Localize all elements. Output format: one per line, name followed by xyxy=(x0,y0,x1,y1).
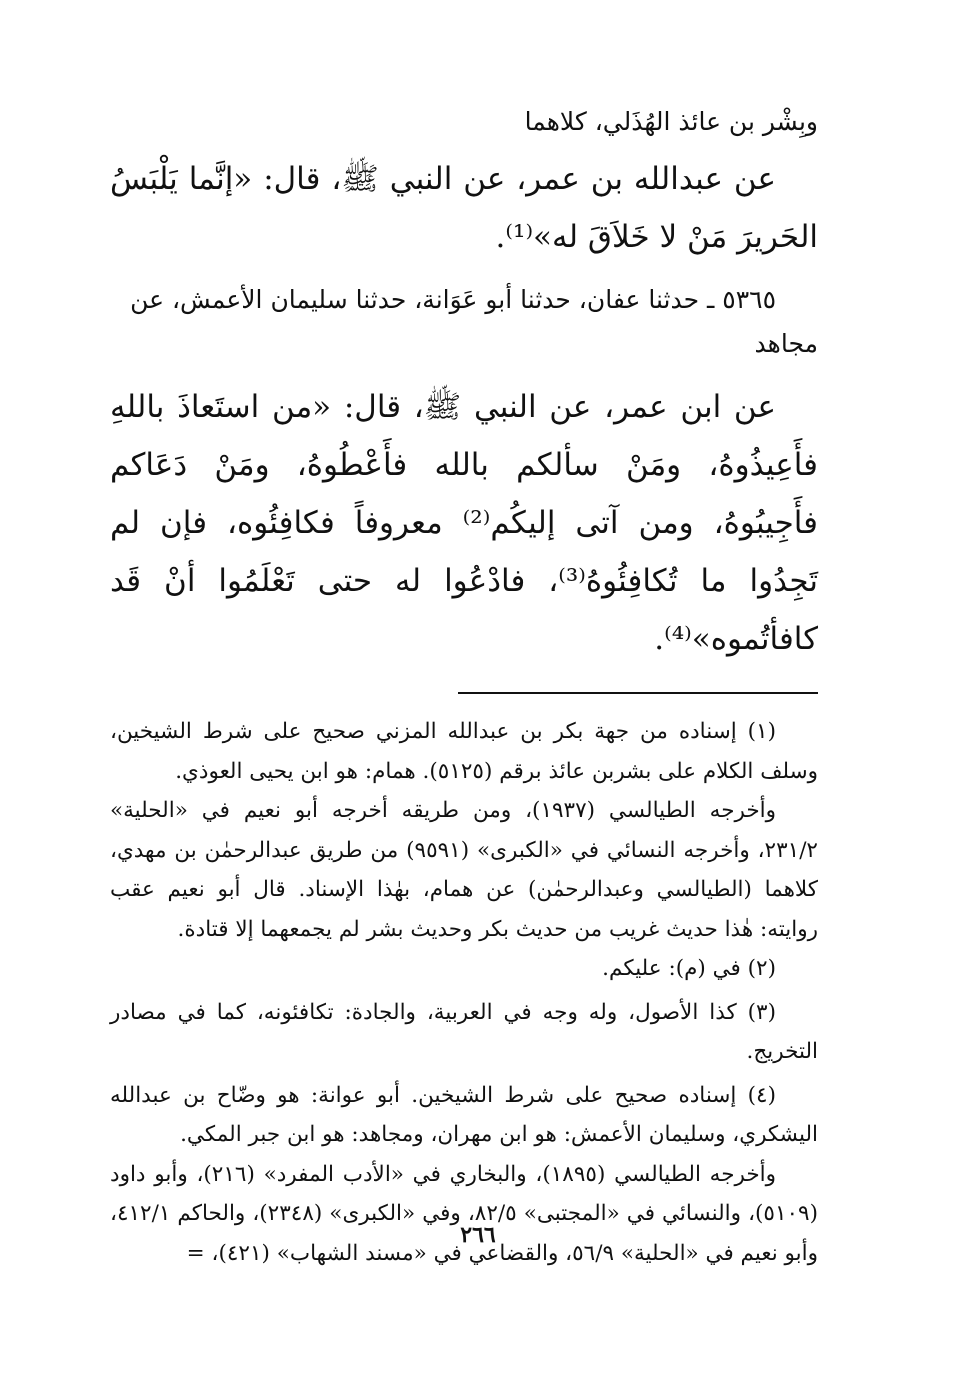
isnad-line: وبِشْر بن عائذ الهُذَلي، كلاهما xyxy=(524,107,818,136)
page-number: ٢٦٦ xyxy=(460,1222,496,1248)
hadith-text: عن عبدالله بن عمر، عن النبي ﷺ، قال: «إنَّما يَلْبَسُ الحَريرَ مَنْ لا خَلاَقَ له»⁽¹⁾. xyxy=(110,161,818,255)
hadith-isnad: ٥٣٦٥ ـ حدثنا عفان، حدثنا أبو عَوَانة، حدثنا سليمان الأعمش، عن مجاهد xyxy=(130,285,818,358)
page-content xyxy=(110,100,818,1273)
hadith-text: عن ابن عمر، عن النبي ﷺ، قال: «من استَعاذَ باللهِ فأَعِيذُوهُ، ومَنْ سألكم بالله فأَعْطُوهُ، ومَنْ دَعَاكم فأَجِيبُوهُ، ومن آتى إليكُم⁽²⁾ معروفاً فكافِئُوه، فإن لم تَجِدُوا ما تُكافِئُوهُ⁽³⁾، فادْعُوا له حتى تَعْلَمُوا أنْ قَد كافأتُموه»⁽⁴⁾. xyxy=(110,389,818,657)
footnote-3: (٣) كذا الأصول، وله وجه في العربية، والجادة: تكافئونه، كما في مصادر التخريج. xyxy=(110,999,818,1064)
footnotes xyxy=(110,712,818,1273)
footnote-4: (٤) إسناده صحيح على شرط الشيخين. أبو عوانة: هو وضّاح بن عبدالله اليشكري، وسليمان الأعمش: هو ابن مهران، ومجاهد: هو ابن جبر المكي. xyxy=(110,1082,818,1147)
footnote-2: (٢) في (م): عليكم. xyxy=(602,956,776,981)
footnote-1-continued: وأخرجه الطيالسي (١٩٣٧)، ومن طريقه أخرجه أبو نعيم في «الحلية» ٢٣١/٢، وأخرجه النسائي في «الكبرى» (٩٥٩١) من طريق عبدالرحمٰن بن مهدي، كلاهما (الطيالسي وعبدالرحمٰن) عن همام، بهٰذا الإسناد. قال أبو نعيم عقب روايته: هٰذا حديث غريب من حديث بكر وحديث بشر لم يجمعهما إلا قتادة. xyxy=(110,798,818,942)
footnote-separator xyxy=(458,692,818,694)
footnote-4-continued: وأخرجه الطيالسي (١٨٩٥)، والبخاري في «الأدب المفرد» (٢١٦)، وأبو داود (٥١٠٩)، والنسائي في «المجتبى» ٨٢/٥، وفي «الكبرى» (٢٣٤٨)، والحاكم ٤١٢/١، وأبو نعيم في «الحلية» ٥٦/٩، والقضاعي في «مسند الشهاب» (٤٢١)، = xyxy=(110,1161,818,1266)
footnote-1: (١) إسناده من جهة بكر بن عبدالله المزني صحيح على شرط الشيخين، وسلف الكلام على بشربن عائذ برقم (٥١٢٥). همام: هو ابن يحيى العوذي. xyxy=(110,719,818,784)
